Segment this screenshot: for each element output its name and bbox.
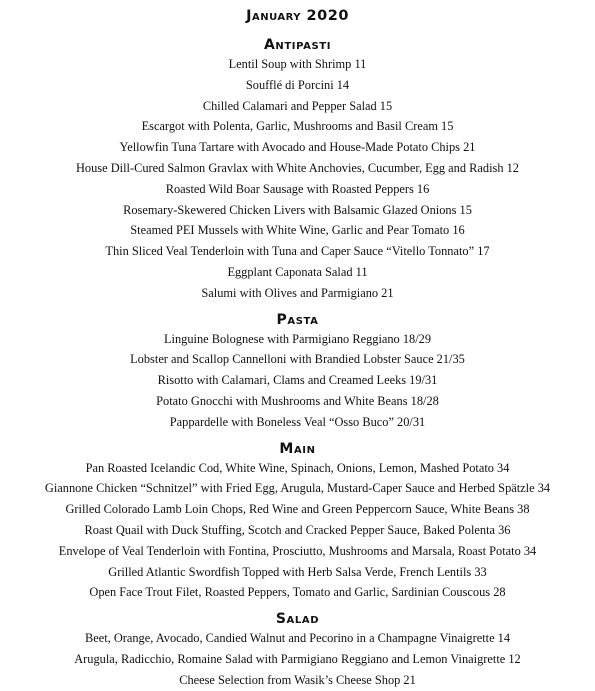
menu-item: Escargot with Polenta, Garlic, Mushrooms and Basil Cream 15 <box>141 119 454 134</box>
menu-item: Yellowfin Tuna Tartare with Avocado and House-Made Potato Chips 21 <box>119 140 476 155</box>
menu-item: Thin Sliced Veal Tenderloin with Tuna and Caper Sauce “Vitello Tonnato” 17 <box>105 244 490 259</box>
menu-item: Pappardelle with Boneless Veal “Osso Buco” 20/31 <box>169 414 426 429</box>
section-heading: Antipasti <box>263 37 332 53</box>
menu-item: Steamed PEI Mussels with White Wine, Garlic and Pear Tomato 16 <box>130 223 465 238</box>
menu-item: Rosemary-Skewered Chicken Livers with Balsamic Glazed Onions 15 <box>123 202 472 217</box>
menu-title: January 2020 <box>246 8 349 24</box>
menu-item: Soufflé di Porcini 14 <box>245 77 350 92</box>
menu-item: Envelope of Veal Tenderloin with Fontina, Prosciutto, Mushrooms and Marsala, Roast Potato 34 <box>58 543 537 558</box>
menu-item: Lobster and Scallop Cannelloni with Brandied Lobster Sauce 21/35 <box>130 352 465 367</box>
menu-item: Open Face Trout Filet, Roasted Peppers, Tomato and Garlic, Sardinian Couscous 28 <box>89 585 506 600</box>
menu-item: Roast Quail with Duck Stuffing, Scotch and Cracked Pepper Sauce, Baked Polenta 36 <box>84 522 511 537</box>
menu-item: Beet, Orange, Avocado, Candied Walnut and Pecorino in a Champagne Vinaigrette 14 <box>84 631 511 646</box>
menu-item: Grilled Colorado Lamb Loin Chops, Red Wine and Green Peppercorn Sauce, White Beans 38 <box>65 502 530 517</box>
section-heading: Main <box>279 440 316 457</box>
section-antipasti <box>0 34 595 304</box>
section-pasta <box>0 309 595 433</box>
section-heading: Salad <box>275 611 320 628</box>
menu-item: Cheese Selection from Wasik’s Cheese Shop 21 <box>179 672 416 687</box>
menu-item: Grilled Atlantic Swordfish Topped with Herb Salsa Verde, French Lentils 33 <box>108 564 487 579</box>
menu-item: Lentil Soup with Shrimp 11 <box>228 57 367 71</box>
section-main <box>0 438 595 604</box>
menu-item: Chilled Calamari and Pepper Salad 15 <box>202 98 393 113</box>
section-heading: Pasta <box>276 311 319 328</box>
menu-item: Salumi with Olives and Parmigiano 21 <box>201 285 394 300</box>
section-salad <box>0 608 595 690</box>
menu-item: Pan Roasted Icelandic Cod, White Wine, Spinach, Onions, Lemon, Mashed Potato 34 <box>85 460 510 475</box>
menu-item: House Dill-Cured Salmon Gravlax with White Anchovies, Cucumber, Egg and Radish 12 <box>76 160 519 175</box>
menu-item: Potato Gnocchi with Mushrooms and White Beans 18/28 <box>156 393 439 408</box>
menu-item: Eggplant Caponata Salad 11 <box>227 264 368 279</box>
menu-item: Linguine Bolognese with Parmigiano Reggiano 18/29 <box>163 331 432 346</box>
menu-item: Roasted Wild Boar Sausage with Roasted Peppers 16 <box>165 181 430 196</box>
menu-item: Arugula, Radicchio, Romaine Salad with Parmigiano Reggiano and Lemon Vinaigrette 12 <box>74 651 521 666</box>
menu-item: Risotto with Calamari, Clams and Creamed Leeks 19/31 <box>157 373 438 388</box>
menu-item: Giannone Chicken “Schnitzel” with Fried Egg, Arugula, Mustard-Caper Sauce and Herbed Spätzle 34 <box>44 481 551 496</box>
